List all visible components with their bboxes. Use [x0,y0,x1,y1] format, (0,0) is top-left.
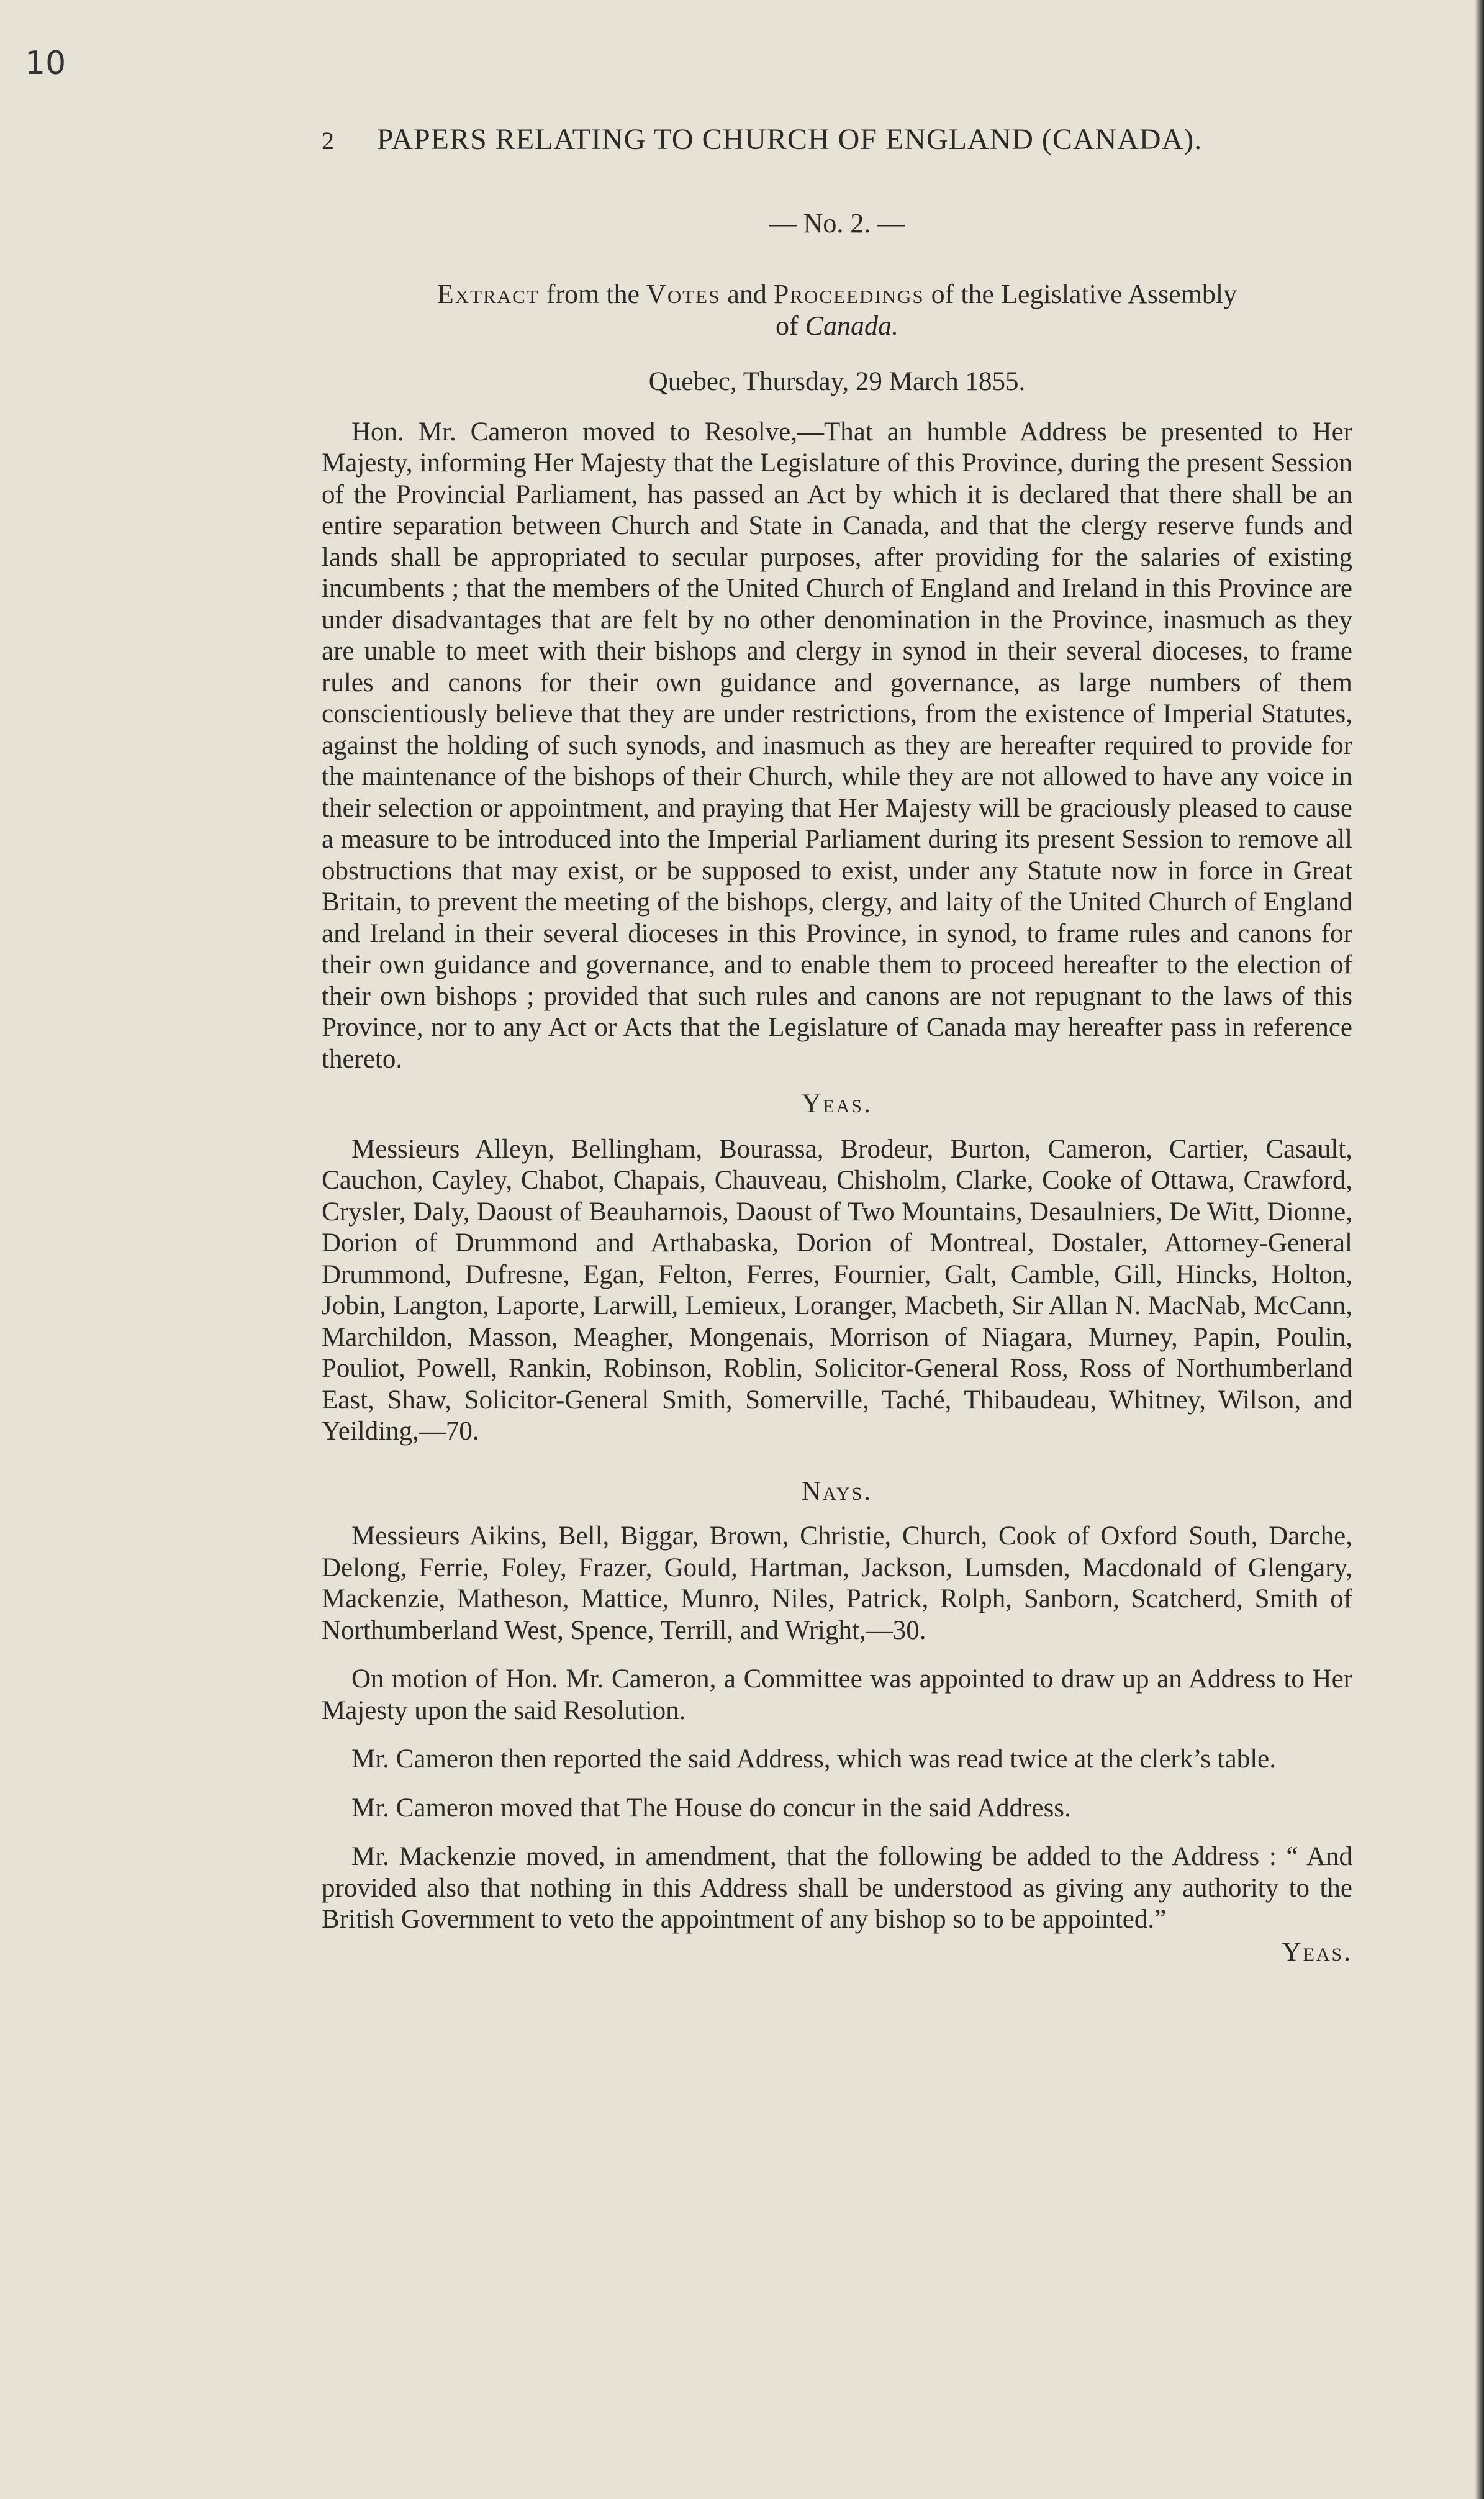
document-page [322,124,1352,1968]
running-header [322,124,1352,157]
yeas-list: Messieurs Alleyn, Bellingham, Bourassa, Brodeur, Burton, Cameron, Cartier, Casault, Cauchon, Cayley, Chabot, Chapais, Chauveau, Chisholm, Clarke, Cooke of Ottawa, Crawford, Crysler, Daly, Daoust of Beauharnois, Daoust of Two Mountains, Desaulniers, De Witt, Dionne, Dorion of Drummond and Arthabaska, Dorion of Montreal, Dostaler, Attorney-General Drummond, Dufresne, Egan, Felton, Ferres, Fournier, Galt, Camble, Gill, Hincks, Holton, Jobin, Langton, Laporte, Larwill, Lemieux, Loranger, Macbeth, Sir Allan N. MacNab, McCann, Marchildon, Masson, Meagher, Mongenais, Morrison of Niagara, Murney, Papin, Poulin, Pouliot, Powell, Rankin, Robinson, Roblin, Solicitor-General Ross, Ross of Northumberland East, Shaw, Solicitor-General Smith, Somerville, Taché, Thibaudeau, Whitney, Wilson, and Yeilding,—70. [322,1134,1352,1446]
votes-word: Votes [646,279,721,309]
committee-paragraph: On motion of Hon. Mr. Cameron, a Committee was appointed to draw up an Address to Her Majesty upon the said Resolution. [322,1664,1352,1725]
yeas-heading: Yeas. [802,1089,872,1118]
of-text: of [775,310,805,341]
extract-title-line-2 [322,311,1352,342]
concur-paragraph: Mr. Cameron moved that The House do concur in the said Address. [351,1793,1071,1823]
and-text: and [720,279,774,309]
dateline: Quebec, Thursday, 29 March 1855. [648,367,1026,396]
extract-word: Extract [437,279,540,309]
running-title: PAPERS RELATING TO CHURCH OF ENGLAND (CANADA). [377,123,1203,156]
extract-title [322,279,1352,342]
scan-page-number: 10 [25,45,66,82]
scan-edge-shadow [1475,0,1484,2499]
canada-word: Canada. [805,310,898,341]
catchword: Yeas. [1282,1937,1352,1967]
assembly-text: of the Legislative Assembly [924,279,1237,309]
extract-text: from the [539,279,647,309]
extract-title-line-1 [322,279,1352,311]
amendment-paragraph: Mr. Mackenzie moved, in amendment, that the following be added to the Address : “ And provided also that nothing in this Address shall be understood as giving any authority to the British Government to veto the appointment of any bishop so to be appointed.” [322,1842,1352,1934]
nays-heading: Nays. [801,1476,873,1506]
proceedings-word: Proceedings [773,279,925,309]
document-number: — No. 2. — [769,207,905,238]
nays-list: Messieurs Aikins, Bell, Biggar, Brown, Christie, Church, Cook of Oxford South, Darche, Delong, Ferrie, Foley, Frazer, Gould, Hartman, Jackson, Lumsden, Macdonald of Glengary, Mackenzie, Matheson, Mattice, Munro, Niles, Patrick, Rolph, Sanborn, Scatcherd, Smith of Northumberland West, Spence, Terrill, and Wright,—30. [322,1522,1352,1645]
page-number: 2 [322,127,335,155]
motion-paragraph: Hon. Mr. Cameron moved to Resolve,—That an humble Address be presented to Her Majesty, informing Her Majesty that the Legislature of this Province, during the present Session of the Provincial Parliament, has passed an Act by which it is declared that there shall be an entire separation between Church and State in Canada, and that the clergy reserve funds and lands shall be appropriated to secular purposes, after providing for the salaries of existing incumbents ; that the members of the United Church of England and Ireland in this Province are under disadvantages that are felt by no other denomination in the Province, inasmuch as they are unable to meet with their bishops and clergy in synod in their several dioceses, to frame rules and canons for their own guidance and governance, as large numbers of them conscientiously believe that they are under restrictions, from the existence of Imperial Statutes, against the holding of such synods, and inasmuch as they are hereafter required to provide for the maintenance of the bishops of their Church, while they are not allowed to have any voice in their selection or appointment, and praying that Her Majesty will be graciously pleased to cause a measure to be introduced into the Imperial Parliament during its present Session to remove all obstructions that may exist, or be supposed to exist, under any Statute now in force in Great Britain, to prevent the meeting of the bishops, clergy, and laity of the United Church of England and Ireland in their several dioceses in this Province, in synod, to frame rules and canons for their own guidance and governance, and to enable them to proceed hereafter to the election of their own bishops ; provided that such rules and canons are not repugnant to the laws of this Province, nor to any Act or Acts that the Legislature of Canada may hereafter pass in reference thereto. [322,417,1352,1074]
reported-paragraph: Mr. Cameron then reported the said Address, which was read twice at the clerk’s table. [351,1744,1277,1774]
